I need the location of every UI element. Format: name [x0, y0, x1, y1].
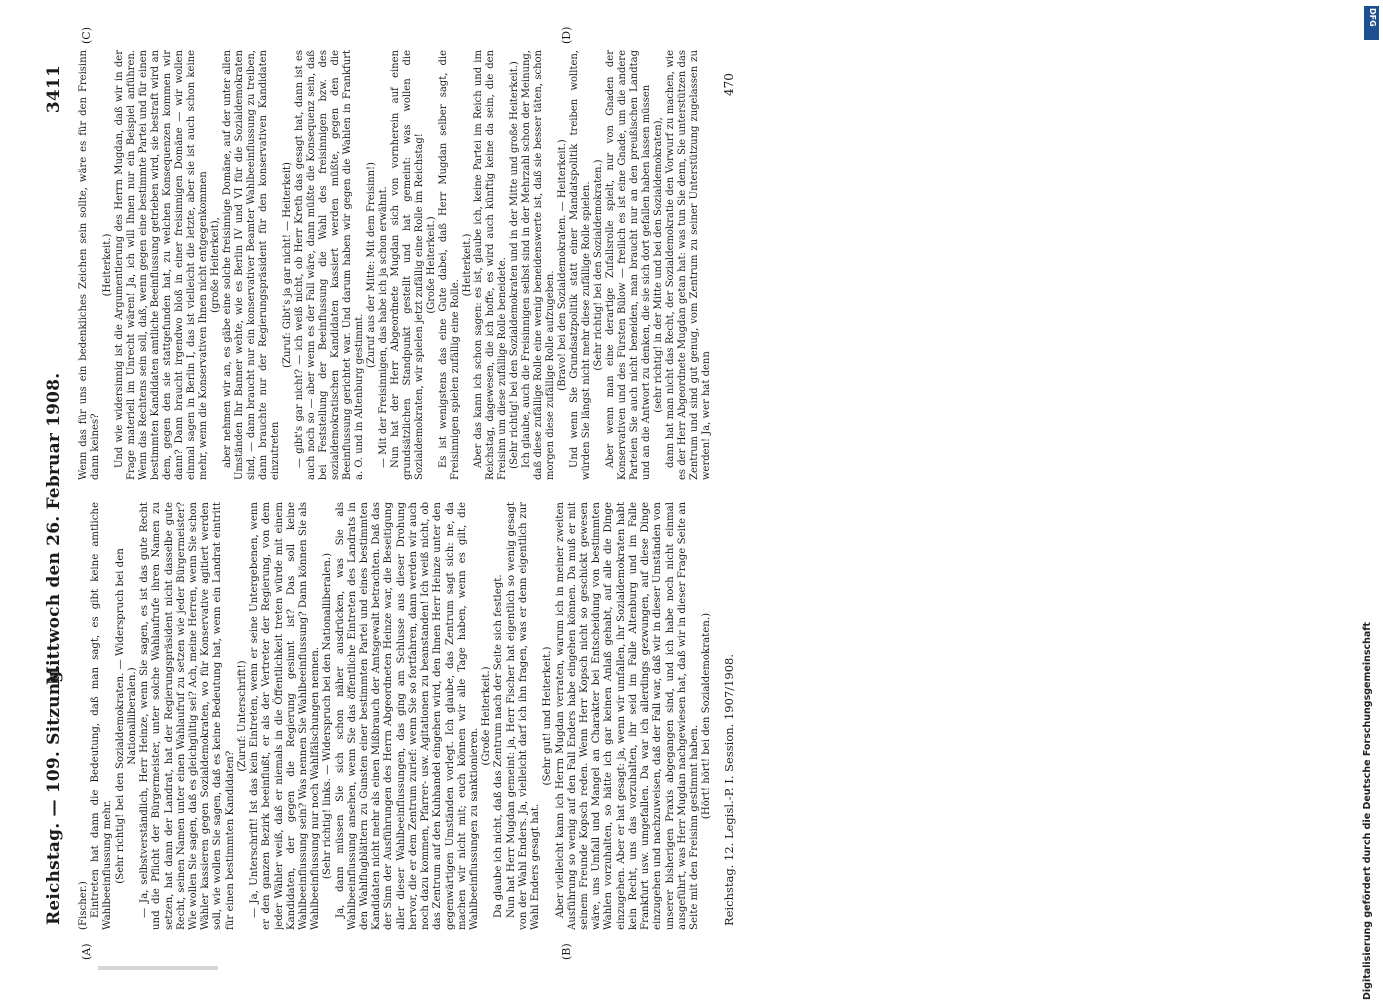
paragraph: (Fischer.) [78, 881, 89, 930]
paragraph: (Sehr richtig! links. — Widerspruch bei den Nationalliberalen.) [322, 552, 334, 880]
paragraph: (Große Heiterkeit.) [481, 666, 493, 766]
right-column [78, 50, 718, 480]
paragraph: — Mit der Freisinnigen, das habe ich ja schon erwähnt. [377, 186, 389, 468]
page-header [40, 65, 70, 925]
paragraph: (Bravo! bei den Sozialdemokraten. — Heiterkeit.) [557, 139, 569, 391]
paragraph: (Heiterkeit.) [461, 233, 473, 297]
paragraph: (Hört! hört! bei den Sozialdemokraten.) [701, 612, 713, 820]
paragraph: dann hat man nicht das Recht, der Sozialdemokratie den Vorwurf zu machen, wie es der Herr Abgeordnete Mugdan getan hat: was tun Sie denn, Sie unterstützen das Zentrum und sind gut genug, vom Zentrum zu seiner Unterstützung zugelassen zu werden! Ja, wer hat denn [665, 50, 713, 480]
paragraph: (Sehr richtig! bei den Sozialdemokraten.) [593, 159, 605, 371]
margin-marker-d: (D) [560, 26, 573, 44]
paragraph: Ja, dann müssen Sie sich schon näher ausdrücken, was Sie als Wahlbeeinflussung ansehen, wenn Sie das öffentliche Eintreten des Landrats in den Wahlflugblättern zu Gunsten einer bestimmten Partei und eines bestimmten Kandidaten nicht mehr als einen Mißbrauch der Amtsgewalt betrachten. Daß das der Sinn der Ausführungen des Herrn Abgeordneten Heinze war, die Beseitigung aller dieser Wahlbeeinflussungen, das ging am Schlusse aus dieser Drohung hervor, die er dem Zentrum zurief: wenn Sie so fortfahren, dann werden wir auch noch dazu kommen, Pfarrer- usw. Agitationen zu beanstanden! Ich weiß nicht, ob das Zentrum auf den Kuhhandel eingehen wird, den Ihnen Herr Heinze unter den gegenwärtigen Umständen vorlegt. Ich glaube, das Zentrum sagt sich: ne, da machen wir nicht mit; euch können wir alle Tage haben, wenn es gilt, die Wahlbeeinflussungen zu sanktionieren. [334, 502, 480, 930]
footer-session: Reichstag. 12. Legisl.-P. I. Session. 1907/1908. [722, 653, 736, 926]
paragraph: Und wenn Sie Grundsatzpolitik statt einer Mandatspolitik treiben wollten, würden Sie längst nicht mehr diese zufällige Rolle spielen. [569, 50, 593, 480]
paragraph: (Sehr gut! und Heiterkeit.) [542, 646, 554, 786]
paragraph: Nun hat der Herr Abgeordnete Mugdan sich von vornherein auf einen grundsätzlichen Standpunkt gestellt und hat gemeint: was wollen die Sozialdemokraten, wir spielen jetzt zufällig eine Rolle im Reichstag! [389, 50, 425, 480]
paragraph: Und wie widersinnig ist die Argumentierung des Herrn Mugdan, daß wir in der Frage materiell im Unrecht wären! Ja, ich will Ihnen nur ein Beispiel anführen. Wenn das Rechtens sein soll, daß, wenn gegen eine bestimmte Partei und für einen bestimmten Kandidaten amtliche Beeinflussung getrieben wird, sie bestraft wird an dem, gegen den sie stattgefunden hat, zu welchen Konsequenzen kommen wir dann? Dann braucht irgendwo bloß in einer freisinnigen Domäne — wir wollen einmal sagen in Berlin I, das ist vielleicht die letzte, aber sie ist auch schon keine mehr, wenn die Konservativen Ihnen nicht entgegenkommen [113, 50, 209, 480]
page-number: 3411 [44, 65, 64, 114]
dfg-logo [1364, 6, 1379, 40]
paragraph: (Sehr richtig! bei den Sozialdemokraten und in der Mitte und große Heiterkeit.) [509, 61, 521, 469]
margin-marker-b: (B) [560, 943, 573, 960]
paragraph: (Sehr richtig! bei den Sozialdemokraten. — Widerspruch bei den Nationalliberalen.) [114, 548, 138, 884]
paragraph: (Zuruf aus der Mitte: Mit dem Freisinn!) [365, 162, 377, 368]
paragraph: (Zuruf: Gibt's ja gar nicht! — Heiterkeit) [281, 162, 293, 368]
paragraph: (sehr richtig! in der Mitte und bei den Sozialdemokraten), [653, 117, 665, 413]
paragraph: (Zuruf: Unterschrift!) [236, 660, 248, 772]
paragraph: Es ist wenigstens das eine Gute dabei, daß Herr Mugdan selber sagt, die Freisinnigen spielen zufällig eine Rolle. [437, 50, 461, 480]
header-left: Reichstag. — 109. Sitzung. [44, 664, 64, 925]
paragraph: — Ja, selbstverständlich, Herr Heinze, wenn Sie sagen, es ist das gute Recht und die Pflicht der Bürgermeister, unter solche Wahlaufrufe ihren Namen zu setzen, hat dann der Landrat, hat der Regierungspräsident nicht dasselbe gute Recht, seinen Namen unter einen Wahlaufruf zu setzen wie jeder Bürgermeister? Wie wollen Sie sagen, daß es gleichgültig sei? Ach, meine Herren, wenn Sie schon Wähler kassieren gegen Sozialdemokraten, wo für Konservative agitiert werden soll, wie wollen Sie sagen, daß es keine Bedeutung hat, wenn ein Landrat eintritt für einen bestimmten Kandidaten? [139, 502, 236, 930]
footer-sheet-number: 470 [722, 73, 736, 96]
margin-marker-c: (C) [80, 27, 93, 44]
paragraph: — Ja, Unterschrift! Ist das kein Eintreten, wenn er seine Untergebenen, wenn er den ganzen Bezirk beeinflußt, er als der Vertreter der Regierung, von dem jeder Wähler weiß, daß er niemals in die Öffentlichkeit treten würde mit einem Kandidaten, der gegen die Regierung gesinnt ist? Das soll keine Wahlbeeinflussung sein? Was nennen Sie Wahlbeeinflussung? Dann können Sie als Wahlbeeinflussung nur noch Wahlfälschungen nennen. [249, 502, 322, 930]
paragraph: — gibt's gar nicht? — ich weiß nicht, ob Herr Kreth das gesagt hat, dann ist es auch noch so — aber wenn es der Fall wäre, dann müßte die Konsequenz sein, daß bei Feststellung der Beeinflussung die Wahl des freisinnigen bzw. des sozialdemokratischen Kandidaten kassiert werden müßte, gegen den die Beeinflussung gerichtet war. Und darum haben wir gegen die Wahlen in Frankfurt a. O. und in Altenburg gestimmt. [293, 50, 365, 480]
paragraph: Wenn das für uns ein bedenkliches Zeichen sein sollte, wäre es für den Freisinn dann keines? [78, 50, 101, 480]
dfg-logo-text: DFG [1368, 8, 1377, 27]
paragraph: (große Heiterkeit), [209, 217, 221, 313]
margin-marker-a: (A) [80, 943, 93, 960]
paragraph: aber nehmen wir an, es gäbe eine solche freisinnige Domäne, auf der unter allen Umständen Ihr Banner wehte, wie es Berlin IV und VI für die Sozialdemokraten sind, — dann braucht nur ein konservativer Beamter Wahlbeeinflussung zu treiben, dann brauchte nur der Regierungspräsident für den konservativen Kandidaten einzutreten [221, 50, 281, 480]
paragraph: Da glaube ich nicht, daß das Zentrum nach der Seite sich festlegt. [493, 574, 505, 918]
paragraph: Eintreten hat dann die Bedeutung, daß man sagt, es gibt keine amtliche Wahlbeeinflussung mehr. [90, 502, 114, 930]
paragraph: Aber wenn man eine derartige Zufallsrolle spielt, nur von Gnaden der Konservativen und des Fürsten Bülow — freilich es ist eine Gnade, um die andere Parteien Sie auch nicht beneiden, man braucht nur an den preußischen Landtag und an die Antwort zu denken, die sie sich dort gefallen haben lassen müssen [605, 50, 653, 480]
left-column [78, 502, 718, 930]
paragraph: Aber vielleicht kann ich Herrn Mugdan verraten, warum ich in meiner zweiten Ausführung so wenig auf den Fall Enders habe eingehen können. Da muß er mit seinem Freunde Kopsch reden. Wenn Herr Kopsch nicht so geschickt gewesen wäre, uns Umfall und Mangel an Charakter bei Entscheidung von bestimmten Wahlen vorzuhalten, so hätte ich gar keinen Anlaß gehabt, auf alle die Dinge einzugehen. Aber er hat gesagt: ja, wenn wir umfallen, ihr Sozialdemokraten habt kein Recht, uns das vorzuhalten, ihr seid im Falle Altenburg und im Falle Frankfurt usw. umgefallen. Da war ich allerdings gezwungen, auf diese Dinge einzugehen und nachzuweisen, daß der Fall war, daß wir in dieser Umständen von unserer bisherigen Praxis abgegangen sind, und ich habe noch nicht einmal ausgeführt, was Herr Mugdan nachgewiesen hat, daß wir in dieser Frage Seite an Seite mit den Freisinn gestimmt haben. [554, 502, 700, 930]
paragraph: Aber das kann ich schon sagen: es ist, glaube ich, keine Partei im Reich und im Reichstag, dagewesen, die ich hoffe, es wird auch künftig keine da sein, die den Freisinn um diese zufällige Rolle beneidete. [473, 50, 509, 480]
paragraph: (Heiterkeit.) [101, 233, 113, 297]
header-date: Mittwoch den 26. Februar 1908. [44, 372, 64, 685]
scan-mark [98, 966, 218, 970]
paragraph: Ich glaube, auch die Freisinnigen selbst sind in der Mehrzahl schon der Meinung, daß diese zufällige Rolle eine wenig beneidenswerte ist, daß sie besser täten, schon morgen diese zufällige Rolle aufzugeben. [521, 50, 557, 480]
paragraph: (Große Heiterkeit.) [425, 216, 437, 314]
funding-note: Digitalisierung gefördert durch die Deutsche Forschungsgemeinschaft [1362, 622, 1373, 1000]
paragraph: Nun hat Herr Mugdan gemeint: ja, Herr Fischer hat eigentlich so wenig gesagt von der Wahl Enders. Ja, vielleicht darf ich ihn fragen, was er denn eigentlich zur Wahl Enders gesagt hat. [505, 502, 542, 930]
